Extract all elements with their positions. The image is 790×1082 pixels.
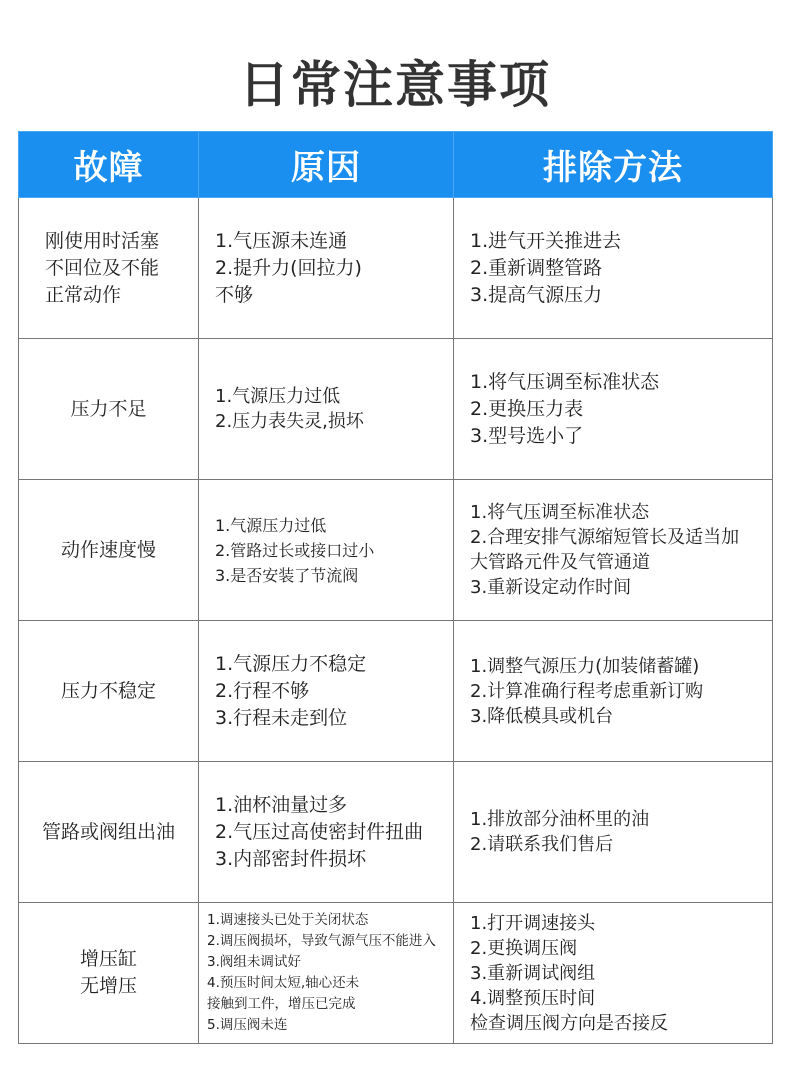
fault-text: 正常动作	[45, 283, 122, 306]
cause-cell	[199, 339, 454, 480]
fault-cell	[19, 480, 199, 621]
fault-text: 刚使用时活塞	[45, 229, 160, 252]
fault-cell	[19, 762, 199, 903]
cause-item: 5.调压阀未连	[207, 1017, 288, 1033]
fix-cell	[454, 198, 773, 339]
cause-item: 3.是否安装了节流阀	[215, 565, 359, 585]
header-fix: 排除方法	[454, 132, 773, 198]
cause-item: 2.气压过高使密封件扭曲	[215, 820, 424, 843]
fault-text: 无增压	[79, 975, 137, 997]
fault-text: 不回位及不能	[45, 256, 160, 279]
cause-cell	[199, 621, 454, 762]
fix-item: 1.将气压调至标准状态	[470, 502, 650, 523]
page-title: 日常注意事项	[239, 56, 551, 114]
fault-cell	[19, 198, 199, 339]
fix-item: 3.重新调试阀组	[470, 962, 596, 984]
fix-item: 1.调整气源压力(加装储蓄罐)	[470, 655, 700, 677]
fault-text: 压力不稳定	[60, 679, 156, 702]
header-fault: 故障	[19, 132, 199, 198]
cause-cell	[199, 198, 454, 339]
cause-cell	[199, 762, 454, 903]
cause-item: 接触到工件，增压已完成	[207, 996, 356, 1012]
cause-item: 2.管路过长或接口过小	[215, 540, 375, 560]
fix-item: 2.更换压力表	[470, 397, 584, 420]
fix-item: 3.型号选小了	[470, 424, 584, 447]
fix-item: 1.打开调速接头	[470, 912, 596, 934]
cause-item: 1.油杯油量过多	[215, 793, 348, 816]
table-row	[19, 762, 773, 903]
cause-cell	[199, 903, 454, 1044]
header-cause: 原因	[199, 132, 454, 198]
cause-item: 2.提升力(回拉力)	[215, 256, 362, 279]
fix-cell	[454, 762, 773, 903]
fix-item: 2.计算准确行程考虑重新订购	[470, 680, 704, 702]
table-row	[19, 621, 773, 762]
fix-cell	[454, 339, 773, 480]
fix-item: 3.重新设定动作时间	[470, 577, 632, 598]
fix-item: 1.将气压调至标准状态	[470, 370, 660, 393]
table-row	[19, 480, 773, 621]
cause-item: 1.气压源未连通	[215, 229, 348, 252]
fix-item: 1.排放部分油杯里的油	[470, 809, 650, 830]
cause-item: 1.调速接头已处于关闭状态	[207, 912, 369, 928]
fix-item: 2.合理安排气源缩短管长及适当加	[470, 527, 740, 548]
troubleshooting-table	[18, 131, 773, 1044]
cause-item: 1.气源压力不稳定	[215, 652, 367, 675]
fault-text: 压力不足	[70, 397, 147, 420]
table-row	[19, 339, 773, 480]
cause-item: 1.气源压力过低	[215, 386, 341, 407]
fix-item: 1.进气开关推进去	[470, 229, 622, 252]
fix-cell	[454, 903, 773, 1044]
fault-text: 管路或阀组出油	[41, 820, 175, 843]
fault-cell	[19, 621, 199, 762]
fault-cell	[19, 903, 199, 1044]
fix-item: 大管路元件及气管通道	[470, 552, 650, 573]
fix-item: 检查调压阀方向是否接反	[470, 1012, 668, 1034]
fix-item: 2.请联系我们售后	[470, 834, 614, 855]
table-row	[19, 198, 773, 339]
fix-item: 2.重新调整管路	[470, 256, 603, 279]
cause-item: 不够	[215, 283, 254, 306]
cause-item: 1.气源压力过低	[215, 515, 327, 535]
cause-item: 3.阀组未调试好	[207, 954, 301, 970]
fault-text: 增压缸	[79, 948, 137, 970]
fix-item: 3.提高气源压力	[470, 283, 603, 306]
fix-item: 4.调整预压时间	[470, 987, 596, 1009]
cause-cell	[199, 480, 454, 621]
fix-cell	[454, 621, 773, 762]
cause-item: 4.预压时间太短,轴心还未	[207, 975, 360, 991]
fix-item: 3.降低模具或机台	[470, 705, 614, 727]
cause-item: 2.行程不够	[215, 679, 310, 702]
fix-item: 2.更换调压阀	[470, 937, 578, 959]
fix-cell	[454, 480, 773, 621]
cause-item: 2.调压阀损坏，导致气源气压不能进入	[207, 933, 436, 949]
table-header-row	[19, 132, 773, 198]
fault-text: 动作速度慢	[60, 538, 156, 561]
cause-item: 3.行程未走到位	[215, 706, 348, 729]
fault-cell	[19, 339, 199, 480]
table-row	[19, 903, 773, 1044]
cause-item: 3.内部密封件损坏	[215, 847, 367, 870]
cause-item: 2.压力表失灵,损坏	[215, 411, 364, 432]
